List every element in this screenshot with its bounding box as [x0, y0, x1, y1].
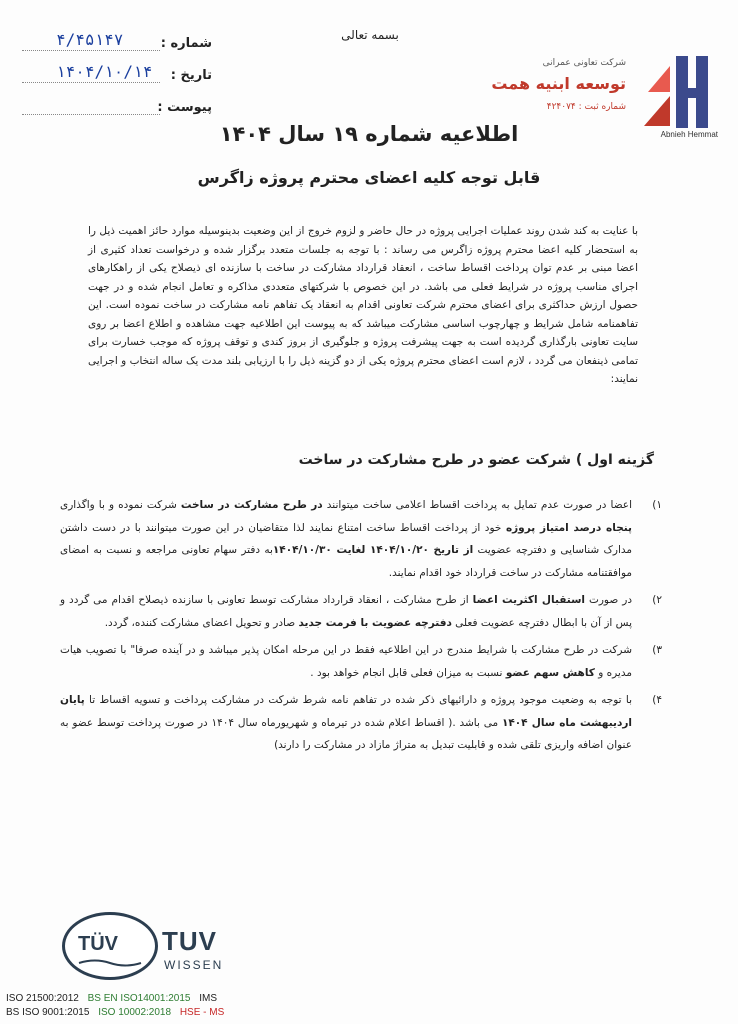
section-heading: گزینه اول ) شرکت عضو در طرح مشارکت در ساخت	[298, 452, 654, 468]
item-bold: پایان اردیبهشت ماه سال ۱۴۰۴	[60, 694, 632, 729]
item-text: به دفتر سهام تعاونی مراجعه و نسبت به امضای موافقتنامه مشارکت در ساخت قرارداد خود اقدام نمایند.	[60, 544, 632, 579]
item-text: با توجه به وضعیت موجود پروژه و دارائیهای ذکر شده در تفاهم نامه شرط شرکت در مشارکت پرداخت و تسویه اقساط تا	[84, 694, 632, 706]
item-text: از طرح مشارکت ، انعقاد قرارداد مشارکت توسط تعاونی با سازنده ذیصلاح اقدام می گردد و پس از آن با ابطال دفترچه عضویت فعلی	[60, 594, 632, 629]
attachment-dotted-line	[22, 114, 160, 115]
iso-standard: ISO 10002:2018	[98, 1007, 172, 1018]
tuv-certification-mark	[62, 912, 262, 984]
iso-standards	[6, 992, 230, 1020]
item-text: اعضا در صورت عدم تمایل به پرداخت اقساط اعلامی ساخت میتوانند	[322, 499, 632, 511]
number-label: شماره :	[160, 36, 212, 51]
intro-text: با عنایت به کند شدن روند عملیات اجرایی پروژه در حال حاضر و لزوم خروج از این وضعیت بدینوسیله موارد حائز اهمیت ذیل را به استحضار کلیه اعضا محترم پروژه زاگرس می رساند : با توجه به جلسات متعدد برگزار شده و درخواست تعداد کثیری از اعضا مبنی بر عدم توان پرداخت اقساط ساخت ، انعقاد قرارداد مشارکت در ساخت با سازنده ای ذیصلاح یکی از راهکارهای اجرای مناسب پروژه در شرایط فعلی می باشد. در این خصوص با شرکتهای متعددی مذاکره و تعامل انجام شده و در جهت حصول ارزش حداکثری برای اعضای محترم شرکت تعاونی اقدام به انعقاد یک تفاهم نامه مشارکت در ساخت نموده است. این تفاهمنامه شامل شرایط و چهارچوب اساسی مشارکت میباشد که به پیوست این اطلاعیه جهت مشاهده و اطلاع اعضا بر روی سایت تعاونی بارگذاری گردیده است به جهت پیشرفت پروژه و جلوگیری از بروز کندی و توقف پروژه که موجب خسارت برای تمامی ذینفعان می گردد ، لازم است اعضای محترم پروژه یکی از دو گزینه ذیل را با ارزیابی بلند مدت یک ساله انتخاب و اجرایی نمایند:	[88, 225, 638, 385]
tuv-brand: TUV	[162, 926, 217, 956]
tuv-brand-sub: WISSEN	[164, 958, 224, 972]
item-text: صادر و تحویل اعضای مشارکت کننده، گردد.	[104, 616, 299, 629]
logo-caption: Abnieh Hemmat	[660, 130, 718, 139]
item-bold: از تاریخ ۱۴۰۴/۱۰/۲۰ لغایت ۱۴۰۴/۱۰/۳۰	[272, 544, 474, 556]
date-label: تاریخ :	[170, 68, 212, 83]
item-text: می باشد .( اقساط اعلام شده در تیرماه و شهریورماه سال ۱۴۰۴ در صورت پرداخت توسط عضو به عنوان اضافه واریزی تلقی شده و قابلیت تبدیل به متراژ مازاد در مشارکت را دارند)	[60, 716, 632, 751]
list-item	[60, 494, 662, 584]
item-bold: دفترچه عضویت با فرمت جدید	[298, 616, 452, 629]
tuv-oval-logo-icon	[62, 912, 158, 980]
item-bold: پنجاه درصد امتیاز پروژه	[505, 521, 632, 534]
tuv-mark-text: TÜV	[78, 933, 118, 955]
item-bold: در طرح مشارکت در ساخت	[180, 499, 323, 511]
number-dotted-line	[22, 50, 160, 51]
item-number: ۴)	[652, 694, 662, 706]
number-value: ۴/۴۵۱۴۷	[56, 30, 124, 49]
item-text: در صورت	[585, 594, 632, 606]
item-number: ۳)	[652, 644, 662, 656]
list-item	[60, 689, 662, 757]
date-value: ۱۴۰۴/۱۰/۱۴	[56, 62, 153, 81]
item-text: خود از پرداخت اقساط ساخت امتناع نمایند لذا متقاضیان در این صورت میتوانند با در دست داشتن مدارک شناسایی و دفترچه عضویت	[60, 521, 633, 556]
item-number: ۱)	[652, 499, 662, 511]
tuv-wave-icon	[77, 958, 143, 968]
item-number: ۲)	[652, 594, 662, 606]
company-registration: شماره ثبت : ۴۲۴۰۷۴	[546, 102, 626, 112]
date-row	[22, 62, 212, 100]
list-item	[60, 639, 662, 684]
iso-standard: HSE - MS	[179, 1007, 225, 1018]
item-bold: استقبال اکثریت اعضا	[472, 594, 585, 606]
iso-standard: IMS	[199, 993, 218, 1004]
item-text: نسبت به میزان فعلی قابل انجام خواهد بود .	[310, 666, 506, 679]
letter-meta	[22, 30, 212, 132]
intro-paragraph	[88, 222, 638, 389]
announcement-title: اطلاعیه شماره ۱۹ سال ۱۴۰۴	[219, 122, 519, 146]
iso-line-1	[6, 992, 230, 1006]
company-logo-icon	[640, 52, 718, 132]
announcement-subtitle: قابل توجه کلیه اعضای محترم پروژه زاگرس	[197, 168, 541, 187]
date-dotted-line	[22, 82, 160, 83]
iso-standard: BS EN ISO14001:2015	[87, 993, 191, 1004]
company-name: توسعه ابنیه همت	[491, 74, 626, 93]
company-subtitle: شرکت تعاونی عمرانی	[542, 58, 626, 68]
attachment-label: پیوست :	[157, 100, 212, 115]
list-item	[60, 589, 662, 634]
iso-standard: ISO 21500:2012	[6, 993, 79, 1004]
item-bold: کاهش سهم عضو	[505, 666, 595, 679]
bismillah-heading: بسمه تعالی	[341, 28, 399, 42]
conditions-list	[60, 494, 662, 762]
item-text: شرکت نموده و با واگذاری	[60, 499, 181, 511]
iso-line-2	[6, 1006, 230, 1020]
iso-standard: BS ISO 9001:2015	[6, 1007, 90, 1018]
item-text: شرکت در طرح مشارکت با شرایط مندرج در این اطلاعیه فقط در این مرحله امکان پذیر میباشد و در آینده صرفا" با تصویب هیات مدیره و	[60, 644, 632, 679]
